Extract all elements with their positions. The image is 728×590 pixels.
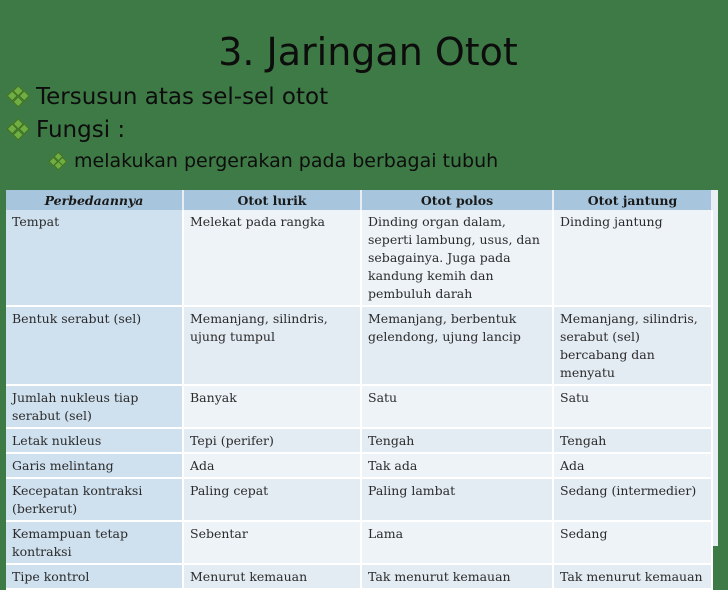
table-cell: Tak ada [361,453,553,478]
table-cell: Ada [183,453,361,478]
table-cell: Memanjang, silindris, serabut (sel) bercabang dan menyatu [553,306,712,385]
sub-bullet-text: melakukan pergerakan pada berbagai tubuh [74,150,499,172]
muscle-comparison-table [6,190,713,590]
table-cell: Memanjang, berbentuk gelendong, ujung lancip [361,306,553,385]
table-cell: Satu [361,385,553,428]
table-header-row [6,190,712,210]
table-cell: Ada [553,453,712,478]
table-cell: Tepi (perifer) [183,428,361,453]
row-label: Kecepatan kontraksi (berkerut) [6,478,183,521]
row-label: Tipe kontrol [6,564,183,589]
table-row [6,453,712,478]
table-cell: Tengah [553,428,712,453]
table-cell: Memanjang, silindris, ujung tumpul [183,306,361,385]
table-row [6,521,712,564]
slide-title: 3. Jaringan Otot [218,30,518,74]
table-row [6,210,712,306]
bullet-text: Fungsi : [36,116,126,143]
table-cell: Lama [361,521,553,564]
table-cell: Paling cepat [183,478,361,521]
table-cell: Tak menurut kemauan [553,564,712,589]
row-label: Jumlah nukleus tiap serabut (sel) [6,385,183,428]
bullet-list [8,80,720,176]
table-row [6,428,712,453]
diamond-bullet-icon [8,120,28,140]
sub-bullet-item [8,146,720,176]
row-label: Kemampuan tetap kontraksi [6,521,183,564]
table-row [6,478,712,521]
table-cell: Sedang (intermedier) [553,478,712,521]
row-label: Tempat [6,210,183,306]
table-row [6,385,712,428]
bullet-item [8,80,720,113]
table-cell: Banyak [183,385,361,428]
bullet-item [8,113,720,146]
table-cell: Melekat pada rangka [183,210,361,306]
header-cell: Otot polos [361,190,553,210]
table-cell: Sedang [553,521,712,564]
table-cell: Tak menurut kemauan [361,564,553,589]
table-cell: Tengah [361,428,553,453]
table-row [6,564,712,589]
diamond-bullet-icon [50,153,66,169]
table-cell: Satu [553,385,712,428]
row-label: Letak nukleus [6,428,183,453]
header-cell: Otot jantung [553,190,712,210]
row-label: Garis melintang [6,453,183,478]
table-cell: Menurut kemauan [183,564,361,589]
table-cell: Paling lambat [361,478,553,521]
bullet-text: Tersusun atas sel-sel otot [36,83,329,110]
table-row [6,306,712,385]
table-cell: Dinding organ dalam, seperti lambung, usus, dan sebagainya. Juga pada kandung kemih dan pembuluh darah [361,210,553,306]
comparison-table-image [6,190,718,584]
header-cell: Otot lurik [183,190,361,210]
row-label: Bentuk serabut (sel) [6,306,183,385]
header-cell: Perbedaannya [6,190,183,210]
table-cell: Dinding jantung [553,210,712,306]
diamond-bullet-icon [8,87,28,107]
table-cell: Sebentar [183,521,361,564]
